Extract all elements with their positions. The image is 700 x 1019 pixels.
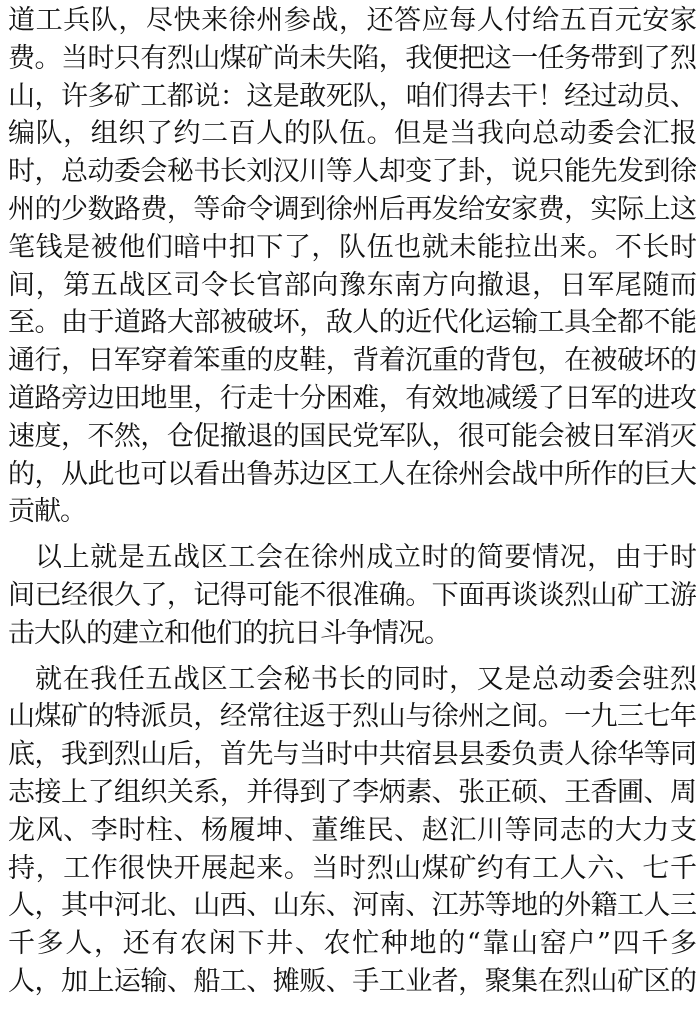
paragraph-2 (8, 539, 696, 652)
text-line: 山煤矿的特派员，经常往返于烈山与徐州之间。一九三七年 (8, 701, 696, 733)
text-line: 以上就是五战区工会在徐州成立时的简要情况，由于时 (35, 542, 696, 574)
text-line: 通行，日军穿着笨重的皮鞋，背着沉重的背包，在被破坏的 (8, 345, 696, 377)
text-line: 人，加上运输、船工、摊贩、手工业者，聚集在烈山矿区的 (8, 965, 696, 997)
text-line: 时，总动委会秘书长刘汉川等人却变了卦，说只能先发到徐 (8, 156, 696, 188)
text-line: 就在我任五战区工会秘书长的同时，又是总动委会驻烈 (35, 663, 696, 695)
text-line: 贡献。 (8, 496, 86, 528)
document-page (8, 2, 696, 1001)
text-line: 人，其中河北、山西、山东、河南、江苏等地的外籍工人三 (8, 890, 696, 922)
paragraph-gap (8, 653, 696, 661)
text-line: 间已经很久了，记得可能不很准确。下面再谈谈烈山矿工游 (8, 579, 696, 611)
text-line: 持，工作很快开展起来。当时烈山煤矿约有工人六、七千 (8, 852, 696, 884)
text-line: 道工兵队，尽快来徐州参战，还答应每人付给五百元安家 (8, 5, 696, 36)
text-line: 速度，不然，仓促撤退的国民党军队，很可能会被日军消灭 (8, 420, 696, 452)
paragraph-3 (8, 661, 696, 1001)
text-line: 山，许多矿工都说：这是敢死队，咱们得去干！经过动员、 (8, 80, 696, 112)
text-line: 间，第五战区司令长官部向豫东南方向撤退，日军尾随而 (8, 269, 696, 301)
text-line: 编队，组织了约二百人的队伍。但是当我向总动委会汇报 (8, 118, 696, 150)
text-line: 州的少数路费，等命令调到徐州后再发给安家费，实际上这 (8, 193, 696, 225)
text-line: 道路旁边田地里，行走十分困难，有效地减缓了日军的进攻 (8, 382, 696, 414)
text-line: 至。由于道路大部被破坏，敌人的近代化运输工具全都不能 (8, 307, 696, 339)
text-line: 龙风、李时柱、杨履坤、董维民、赵汇川等同志的大力支 (8, 814, 696, 846)
paragraph-gap (8, 531, 696, 539)
text-line: 的，从此也可以看出鲁苏边区工人在徐州会战中所作的巨大 (8, 458, 696, 490)
paragraph-1 (8, 2, 696, 531)
text-line: 志接上了组织关系，并得到了李炳素、张正硕、王香圃、周 (8, 776, 696, 808)
text-line: 千多人，还有农闲下井、农忙种地的“靠山窑户”四千多 (8, 928, 696, 960)
text-line: 击大队的建立和他们的抗日斗争情况。 (8, 617, 450, 649)
text-line: 底，我到烈山后，首先与当时中共宿县县委负责人徐华等同 (8, 739, 696, 771)
text-line: 费。当时只有烈山煤矿尚未失陷，我便把这一任务带到了烈 (8, 42, 696, 74)
text-line: 笔钱是被他们暗中扣下了，队伍也就未能拉出来。不长时 (8, 231, 696, 263)
